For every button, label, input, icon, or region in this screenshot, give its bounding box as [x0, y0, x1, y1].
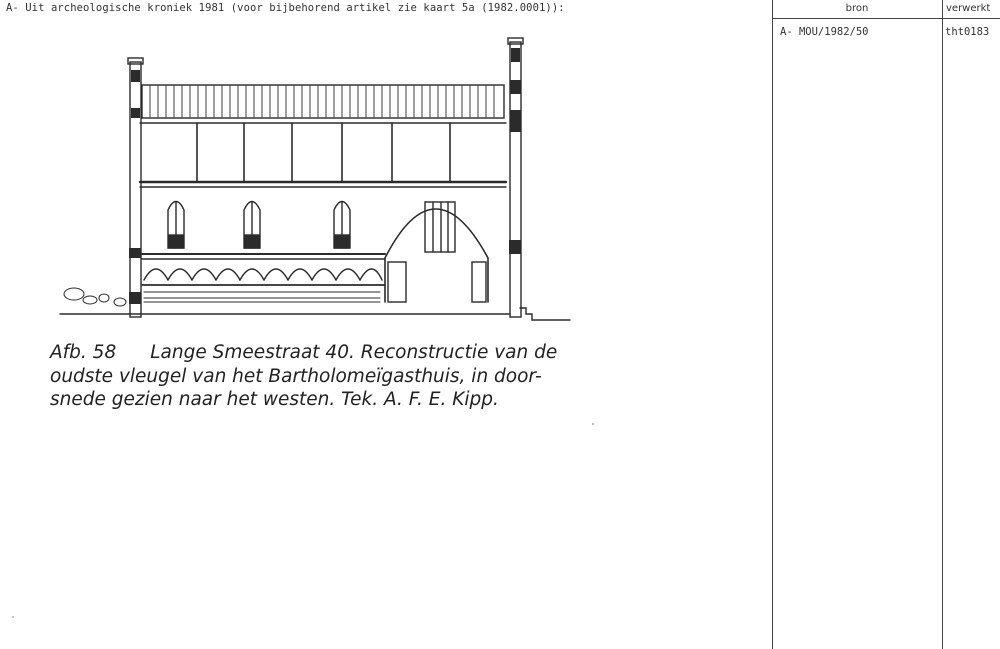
drawing-svg	[40, 30, 585, 330]
bench-panels	[144, 292, 380, 302]
roof-band	[142, 85, 504, 118]
left-wall	[130, 62, 141, 317]
gothic-windows	[168, 202, 350, 249]
scan-speck	[12, 616, 14, 618]
caption-line-3: snede gezien naar het westen. Tek. A. F. E. Kipp.	[50, 389, 499, 410]
figure-caption	[50, 341, 590, 412]
table-column-rule	[942, 0, 943, 649]
caption-line-2: oudste vleugel van het Bartholomeïgasthuis, in door-	[50, 365, 542, 387]
table-header-rule	[772, 18, 1000, 19]
rubble	[64, 288, 126, 306]
scan-speck	[592, 423, 594, 425]
table-left-rule	[772, 0, 773, 649]
column-header-bron: bron	[845, 3, 869, 14]
caption-label: Afb. 58	[50, 342, 117, 363]
arcade-arches	[144, 269, 382, 280]
caption-line-1: Lange Smeestraat 40. Reconstructie van de	[150, 342, 558, 363]
roof-hatching	[150, 86, 494, 117]
cell-bron: A- MOU/1982/50	[780, 26, 869, 38]
upper-posts	[197, 123, 450, 182]
cell-verwerkt: tht0183	[945, 26, 990, 38]
header-text: A- Uit archeologische kroniek 1981 (voor bijbehorend artikel zie kaart 5a (1982.0001)):	[6, 2, 565, 14]
column-header-verwerkt: verwerkt	[946, 3, 991, 14]
